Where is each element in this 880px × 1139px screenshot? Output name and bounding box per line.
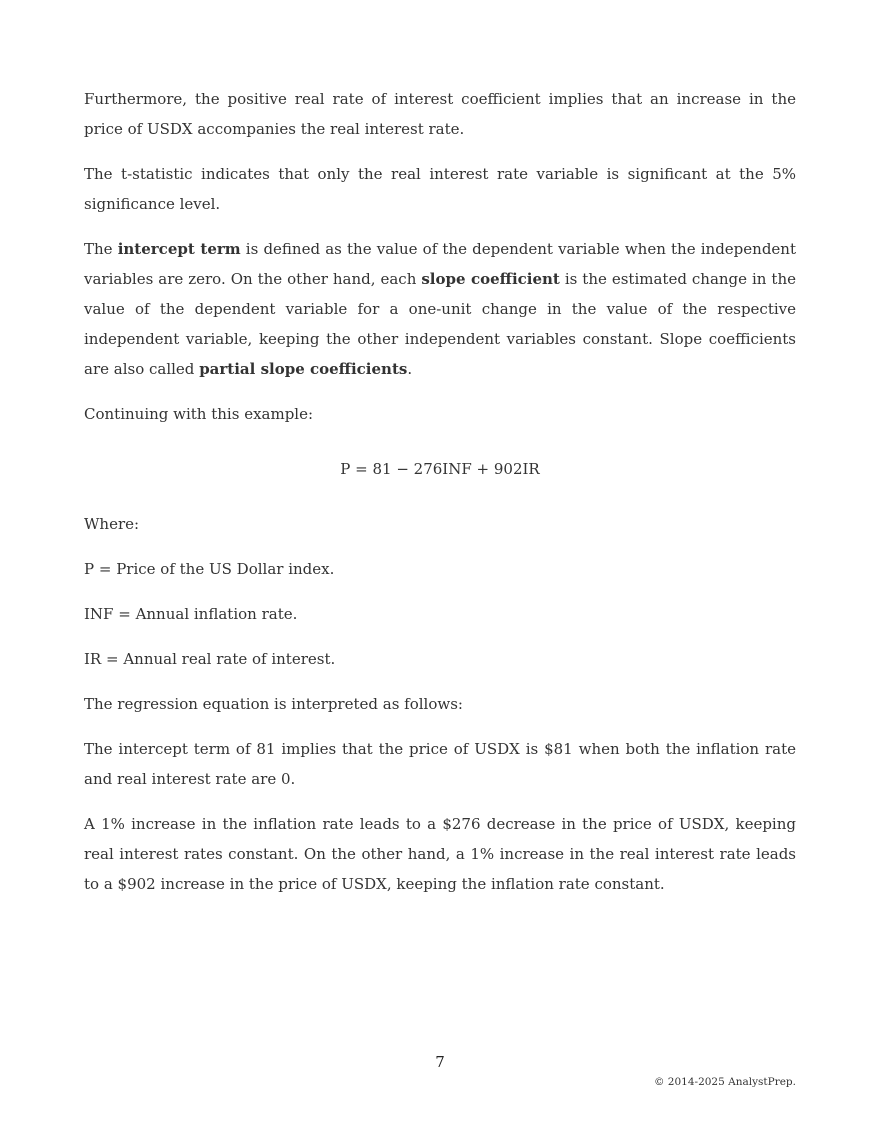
paragraph-interpretation-intro: The regression equation is interpreted as follows:	[84, 695, 463, 713]
page-content	[84, 84, 796, 914]
definition-text-1: The	[84, 240, 118, 258]
definition-inf: INF = Annual inflation rate.	[84, 605, 298, 623]
paragraph-definitions	[84, 234, 796, 384]
regression-equation: P = 81 − 276INF + 902IR	[340, 460, 540, 478]
paragraph-continuing: Continuing with this example:	[84, 405, 314, 423]
definition-p: P = Price of the US Dollar index.	[84, 560, 335, 578]
term-partial-slope: partial slope coefficients	[199, 360, 408, 378]
definition-text-4: .	[407, 360, 413, 378]
paragraph-t-statistic: The t-statistic indicates that only the real interest rate variable is significant at the 5% significance level.	[84, 165, 796, 213]
paragraph-slope-interpretation: A 1% increase in the inflation rate leads to a $276 decrease in the price of USDX, keeping real interest rates constant. On the other hand, a 1% increase in the real interest rate leads to a $902 increase in the price of USDX, keeping the inflation rate constant.	[84, 815, 796, 893]
definition-ir: IR = Annual real rate of interest.	[84, 650, 336, 668]
paragraph-usdx-coefficient: Furthermore, the positive real rate of interest coefficient implies that an increase in the price of USDX accompanies the real interest rate.	[84, 90, 796, 138]
page-number: 7	[435, 1053, 445, 1071]
paragraph-intercept-interpretation: The intercept term of 81 implies that the price of USDX is $81 when both the inflation rate and real interest rate are 0.	[84, 740, 796, 788]
term-slope-coefficient: slope coefficient	[421, 270, 560, 288]
copyright-notice: © 2014-2025 AnalystPrep.	[653, 1076, 796, 1088]
definition-text-3: is the estimated change in the value of the dependent variable for a one-unit change in the value of the respective independent variable, keeping the other independent variables constant. Slope coefficients are also called	[84, 270, 796, 378]
term-intercept: intercept term	[117, 240, 241, 258]
definition-text-2: is defined as the value of the dependent variable when the independent variables are zero. On the other hand, each	[84, 240, 796, 288]
paragraph-where: Where:	[84, 515, 140, 533]
